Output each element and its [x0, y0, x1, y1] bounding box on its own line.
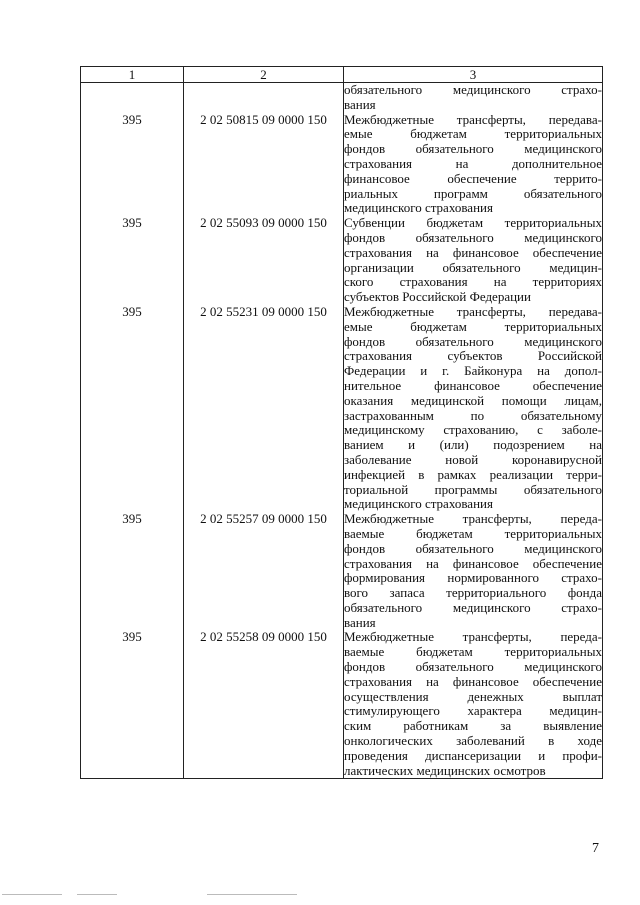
budget-classification-code-cell: 2 02 50815 09 0000 150 [184, 113, 344, 217]
table-row [81, 630, 603, 778]
description-line: нительное финансовое обеспечение [344, 377, 602, 393]
description-cell [344, 83, 603, 113]
description-line: осуществления денежных выплат [344, 688, 602, 704]
description-line: ского страхования на территориях [344, 274, 602, 290]
description-cell [344, 113, 603, 217]
table-header [81, 67, 603, 83]
description-line: медицинского страхования [344, 200, 493, 216]
description-line: риальных программ обязательного [344, 185, 602, 201]
admin-code-cell: 395 [81, 305, 184, 512]
description-line: фондов обязательного медицинского [344, 229, 602, 245]
description-line: страхования на дополнительное [344, 155, 602, 171]
description-cell [344, 630, 603, 778]
description-line: ванием и (или) подозрением на [344, 437, 602, 453]
description-line: ториальной программы обязательного [344, 481, 602, 497]
description-line: фондов обязательного медицинского [344, 540, 602, 556]
description-line: проведения диспансеризации и профи- [344, 747, 602, 763]
description-line: фондов обязательного медицинского [344, 141, 602, 157]
description-line: страхования на финансовое обеспечение [344, 673, 602, 689]
description-line: фондов обязательного медицинского [344, 333, 602, 349]
header-row [81, 67, 603, 83]
description-line: страхования на финансовое обеспечение [344, 244, 602, 260]
description-line: вания [344, 614, 376, 630]
page-number: 7 [592, 841, 599, 856]
description-line: вого запаса территориального фонда [344, 585, 602, 601]
column-header-2: 2 [184, 67, 344, 83]
description-line: Межбюджетные трансферты, переда- [344, 629, 602, 645]
description-line: заболевание новой коронавирусной [344, 451, 602, 467]
description-line: стимулирующего характера медицин- [344, 703, 602, 719]
description-line: финансовое обеспечение террито- [344, 170, 602, 186]
description-line: емые бюджетам территориальных [344, 318, 602, 334]
description-line: Федерации и г. Байконура на допол- [344, 363, 602, 379]
table-row [81, 113, 603, 217]
scan-artifact [2, 891, 302, 897]
description-line: формирования нормированного страхо- [344, 570, 602, 586]
table-row [81, 216, 603, 305]
budget-classification-code-cell: 2 02 55258 09 0000 150 [184, 630, 344, 778]
description-line: оказания медицинской помощи лицам, [344, 392, 602, 408]
admin-code-cell: 395 [81, 630, 184, 778]
column-header-1: 1 [81, 67, 184, 83]
admin-code-cell [81, 83, 184, 113]
budget-classification-code-cell: 2 02 55257 09 0000 150 [184, 512, 344, 630]
description-line: фондов обязательного медицинского [344, 659, 602, 675]
description-cell [344, 305, 603, 512]
description-line: застрахованным по обязательному [344, 407, 602, 423]
description-line: Межбюджетные трансферты, передава- [344, 303, 602, 319]
description-line: Субвенции бюджетам территориальных [344, 215, 602, 231]
description-line: Межбюджетные трансферты, переда- [344, 511, 602, 527]
description-line: ским работникам за выявление [344, 718, 602, 734]
description-line: онкологических заболеваний в ходе [344, 733, 602, 749]
description-line: организации обязательного медицин- [344, 259, 602, 275]
budget-classification-code-cell: 2 02 55093 09 0000 150 [184, 216, 344, 305]
description-line: страхования на финансовое обеспечение [344, 555, 602, 571]
description-line: лактических медицинских осмотров [344, 762, 546, 778]
description-line: вания [344, 96, 376, 112]
description-line: ваемые бюджетам территориальных [344, 644, 602, 660]
description-line: инфекцией в рамках реализации терри- [344, 466, 602, 482]
admin-code-cell: 395 [81, 216, 184, 305]
budget-classification-code-cell [184, 83, 344, 113]
description-line: медицинского страхования [344, 496, 493, 512]
table-row [81, 512, 603, 630]
description-line: ваемые бюджетам территориальных [344, 525, 602, 541]
description-line: Межбюджетные трансферты, передава- [344, 111, 602, 127]
table-row [81, 83, 603, 113]
description-line: обязательного медицинского страхо- [344, 599, 602, 615]
description-line: обязательного медицинского страхо- [344, 82, 602, 97]
description-line: страхования субъектов Российской [344, 348, 602, 364]
description-line: медицинскому страхованию, с заболе- [344, 422, 602, 438]
budget-classification-code-cell: 2 02 55231 09 0000 150 [184, 305, 344, 512]
admin-code-cell: 395 [81, 512, 184, 630]
table-body [81, 83, 603, 779]
description-line: емые бюджетам территориальных [344, 126, 602, 142]
admin-code-cell: 395 [81, 113, 184, 217]
description-line: субъектов Российской Федерации [344, 289, 531, 305]
description-cell [344, 216, 603, 305]
column-header-3: 3 [344, 67, 603, 83]
table-row [81, 305, 603, 512]
description-cell [344, 512, 603, 630]
budget-codes-table [80, 66, 603, 779]
